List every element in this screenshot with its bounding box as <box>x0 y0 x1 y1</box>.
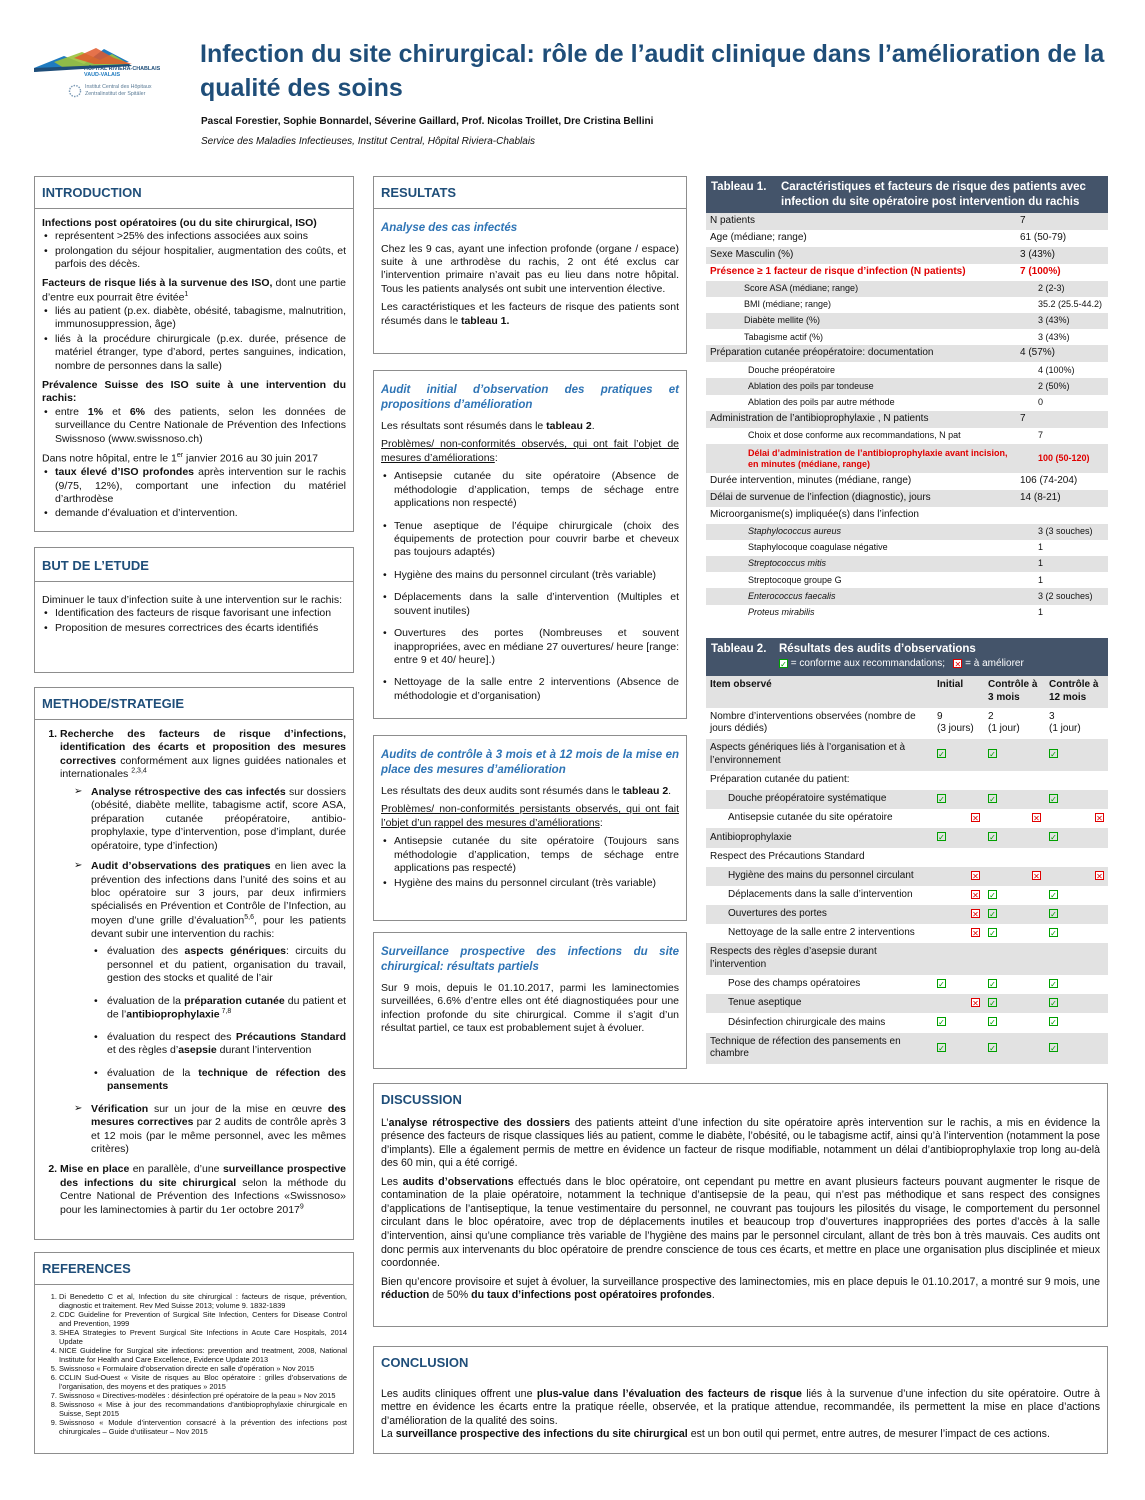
t2-cell-i <box>933 943 984 975</box>
intro-s2-item: • liés à la procédure chirurgicale (p.ex. durée, présence de matériel étranger, type d’abord, pertes sanguines, indication, nombre de personnes dans la salle) <box>42 333 346 373</box>
intro-s2-item: • liés au patient (p.ex. diabète, obésité, tabagisme, malnutrition, immunosuppression, âge) <box>42 305 346 332</box>
tableau-1-row <box>706 572 1108 588</box>
audit-initial-item: • Tenue aseptique de l’équipe chirurgicale (choix des équipements de protection pour couvrir barbe et cheveux pas toujours adaptés) <box>381 520 679 560</box>
tableau-1-row <box>706 264 1108 281</box>
discussion-p2: Les audits d’observations effectués dans le bloc opératoire, ont cependant pu mettre en avant plusieurs facteurs pouvant augmenter le risque de contamination de la plaie opératoire, notamment la technique d’antisepsie de la peau, qui n’est pas méthodique et sans respect des consignes d’applications de l’antiseptique, la tenue vestimentaire du personnel, ne couvrant pas toujours les pilosités du visage, le comportement du personnel circulant dans le bloc opératoire, avec trop de déplacements inutiles et beaucoup trop d’ouvertures inappropriées des portes d’accès à la salle d’intervention, ainsi qu’une compliance très variable de l’hygiène des mains par le personnel circulant, allant de très bon à très mauvais. Ces audits ont donc permis aux intervenants du bloc opératoire de prendre conscience de tous ces écarts, et mettre en place une organisation plus disciplinée et mieux coordonnée. <box>381 1175 1100 1270</box>
t2-cell-c12 <box>1045 828 1108 847</box>
cross-icon: ✕ <box>972 814 979 824</box>
tableau-1-row <box>706 524 1108 540</box>
references-list <box>35 1285 353 1444</box>
audit-initial-item: • Nettoyage de la salle entre 2 interventions (Absence de méthodologie et d’organisation) <box>381 676 679 703</box>
audit-initial-p1: Les résultats sont résumés dans le tableau 2. <box>381 419 595 432</box>
audit-controle-list <box>381 835 679 890</box>
surveillance-heading: Surveillance prospective des infections du site chirurgical: résultats partiels <box>381 946 679 973</box>
t2-cell-c3 <box>984 905 1045 924</box>
t2-row-key: Préparation cutanée du patient: <box>710 773 850 785</box>
check-icon: ✓ <box>938 1018 945 1028</box>
tableau-2 <box>706 638 1108 1064</box>
t1-row-value: 7 <box>1016 213 1108 230</box>
intro-s3-title: Prévalence Suisse des ISO suite à une intervention du rachis: <box>42 378 346 405</box>
t2-cell-c12 <box>1045 848 1108 867</box>
check-icon: ✓ <box>1050 750 1057 760</box>
t2-cell-c3 <box>984 848 1045 867</box>
t2-cell-c3 <box>984 924 1045 943</box>
t1-row-value: 1 <box>1038 542 1044 553</box>
t2-cell-c3 <box>984 739 1045 771</box>
t1-row-key: BMI (médiane; range) <box>744 299 832 310</box>
t2-cell-c12 <box>1045 975 1108 994</box>
t1-row-value: 3 (3 souches) <box>1016 524 1108 540</box>
t1-row-key: Microorganisme(s) impliquée(s) dans l’infection <box>710 508 919 520</box>
t2-cell-i <box>933 886 984 905</box>
t2-cell-c12 <box>1045 886 1108 905</box>
but-panel <box>34 547 354 673</box>
check-icon: ✓ <box>938 833 945 843</box>
tableau-1-row <box>706 247 1108 264</box>
audit-initial-panel <box>373 370 687 719</box>
tableau-1-header <box>706 176 1108 213</box>
tableau-1-row <box>706 556 1108 572</box>
reference-item: 1. Di Benedetto C et al, Infection du site chirurgical : facteurs de risque, prévention, diagnostic et traitement. Rev Med Suisse 2013; volume 9. 1832-1839 <box>59 1292 347 1310</box>
t2-cell-i <box>933 790 984 809</box>
t1-row-key: Choix et dose conforme aux recommandations, N pat <box>748 429 961 440</box>
discussion-heading: DISCUSSION <box>381 1092 462 1107</box>
t1-row-value: 7 <box>1038 429 1044 440</box>
t2-row-key: Déplacements dans la salle d’intervention <box>728 889 913 901</box>
t2-cell-c3 <box>984 867 1045 886</box>
audit-initial-item: • Antisepsie cutanée du site opératoire (Absence de méthodologie d’application, temps de séchage entre applications non respecté) <box>381 470 679 510</box>
intro-s4-item: • taux élevé d’ISO profondes après intervention sur le rachis (9/75, 12%), comportant une infection du matériel d’arthrodèse <box>42 466 346 506</box>
t1-row-value: 7 <box>1016 411 1108 428</box>
t2-cell-i <box>933 739 984 771</box>
methode-audit-item: • évaluation de la préparation cutanée du patient et de l’antibioprophylaxie $^{7,8}$ <box>91 995 346 1022</box>
t1-row-key: Staphylococcus aureus <box>706 524 1016 540</box>
t1-row-value: 2 (50%) <box>1016 378 1108 394</box>
cross-icon: ✕ <box>1096 814 1103 824</box>
reference-item: 8. Swissnoso « Mise à jour des recommandations d’antibioprophylaxie chirurgicale en Suisse, Sept 2015 <box>59 1400 347 1418</box>
t2-cell-c12 <box>1045 943 1108 975</box>
tableau-1-row <box>706 230 1108 247</box>
discussion-panel <box>373 1083 1108 1327</box>
tableau-2-row <box>706 943 1108 975</box>
t1-row-key: Délai de survenue de l’infection (diagnostic), jours <box>706 490 1016 507</box>
t2-row-key: Aspects génériques liés à l’organisation et à l’environnement <box>706 739 933 771</box>
t2-cell-i <box>933 828 984 847</box>
t1-row-key: Tabagisme actif (%) <box>744 331 824 342</box>
tableau-2-row <box>706 867 1108 886</box>
t2-cell-i <box>933 1013 984 1032</box>
but-text: Diminuer le taux d’infection suite à une intervention sur le rachis: <box>42 593 342 606</box>
t1-row-key: Ablation des poils par autre méthode <box>748 396 895 407</box>
tableau-2-row <box>706 924 1108 943</box>
references-heading: REFERENCES <box>35 1253 353 1285</box>
tableau-1-row <box>706 395 1108 411</box>
t2-cell-c3 <box>984 790 1045 809</box>
tableau-1 <box>706 176 1108 621</box>
t1-row-value: 3 (43%) <box>1016 247 1108 264</box>
check-icon: ✓ <box>989 910 996 920</box>
audit-controle-heading: Audits de contrôle à 3 mois et à 12 mois de la mise en place des mesures d’amélioration <box>381 749 679 776</box>
audit-initial-heading: Audit initial d’observation des pratiques et propositions d’amélioration <box>381 384 679 411</box>
tableau-2-column-headers <box>706 676 1108 708</box>
resultats-p2: Les caractéristiques et les facteurs de risque des patients sont résumés dans le tableau 1. <box>381 301 679 327</box>
t2-row-key: Nettoyage de la salle entre 2 interventions <box>728 927 915 939</box>
cross-icon: ✕ <box>972 871 979 881</box>
t1-row-value: 14 (8-21) <box>1016 490 1108 507</box>
t2-cell-c12 <box>1045 924 1108 943</box>
methode-panel <box>34 687 354 1240</box>
poster-title: Infection du site chirurgical: rôle de l’audit clinique dans l’amélioration de la qualité des soins <box>200 40 1105 102</box>
tableau-2-row <box>706 828 1108 847</box>
t2-row-key: Respects des règles d’asepsie durant l’intervention <box>706 943 933 975</box>
t2-row-key: Douche préopératoire systématique <box>706 790 933 809</box>
t2-row-key: Technique de réfection des pansements en chambre <box>706 1033 933 1065</box>
audit-initial-item: • Hygiène des mains du personnel circulant (très variable) <box>381 569 679 582</box>
tableau-2-legend: ✓ = conforme aux recommandations; ✕ = à améliorer <box>780 658 1024 669</box>
check-icon: ✓ <box>989 890 996 900</box>
t2-cell-c3 <box>984 886 1045 905</box>
t2-cell-c12 <box>1045 905 1108 924</box>
t1-row-value: 1 <box>1038 574 1044 585</box>
cross-icon: ✕ <box>1096 871 1103 881</box>
tableau-2-row <box>706 905 1108 924</box>
t2-row-c12: 3 (1 jour) <box>1049 710 1081 735</box>
resultats-sub-analyse: Analyse des cas infectés <box>381 221 518 234</box>
t2-cell-i <box>933 771 984 790</box>
t2-cell-c3 <box>984 809 1045 828</box>
check-icon: ✓ <box>989 833 996 843</box>
check-icon: ✓ <box>1050 1018 1057 1028</box>
t1-row-key: Ablation des poils par tondeuse <box>706 378 1016 394</box>
cross-icon: ✕ <box>972 910 979 920</box>
t2-row-key: Antisepsie cutanée du site opératoire <box>728 812 893 824</box>
tableau-1-row <box>706 428 1108 444</box>
methode-step-2: 2. Mise en place en parallèle, d’une surveillance prospective des infections du site chirurgical selon la méthode du Centre National de Prévention des Infections «Swissnoso» pour les laminectomies à partir du 1er octobre 2017$^9$ <box>60 1163 346 1217</box>
t1-row-value: 7 (100%) <box>1020 265 1061 277</box>
tableau-1-row <box>706 313 1108 329</box>
t1-row-value: 4 (100%) <box>1038 364 1075 375</box>
t1-row-value: 3 (43%) <box>1016 313 1108 329</box>
t2-row-key: Respect des Précautions Standard <box>710 850 865 862</box>
tableau-2-row <box>706 790 1108 809</box>
institut-logo <box>68 84 178 104</box>
t2-row-key: Antibioprophylaxie <box>706 828 933 847</box>
references-panel <box>34 1252 354 1454</box>
intro-s1-item: • représentent >25% des infections associées aux soins <box>42 230 346 243</box>
tableau-1-title: Caractéristiques et facteurs de risque des patients avec infection du site opératoire post intervention du rachis <box>781 181 1086 208</box>
t1-row-value: 4 (57%) <box>1016 345 1108 362</box>
t2-row-init: 9 (3 jours) <box>937 710 974 735</box>
tableau-1-row <box>706 588 1108 604</box>
t1-row-key: Staphylocoque coagulase négative <box>748 542 888 553</box>
intro-s3-item: • entre 1% et 6% des patients, selon les données de surveillance du Centre Nationale de Prévention des Infections Swissnoso (www.swissnoso.ch) <box>42 406 346 446</box>
institut-logo-text-2: Zentralinstitut der Spitäler <box>85 91 146 97</box>
t2-cell-i <box>933 809 984 828</box>
t2-cell-c3 <box>984 1013 1045 1032</box>
check-icon: ✓ <box>938 1043 945 1053</box>
resultats-panel <box>373 176 687 354</box>
t1-row-value: 35.2 (25.5-44.2) <box>1038 299 1103 310</box>
audit-initial-p2: Problèmes/ non-conformités observés, qui ont fait l’objet de mesures d’améliorations: <box>381 438 679 464</box>
check-icon: ✓ <box>1050 980 1057 990</box>
intro-s4-text: Dans notre hôpital, entre le 1er janvier 2016 au 30 juin 2017 <box>42 452 318 465</box>
t1-row-key: Enterococcus faecalis <box>706 588 1016 604</box>
col-c12: Contrôle à 12 mois <box>1045 676 1108 708</box>
methode-analyse: ➢ Analyse rétrospective des cas infectés sur dossiers (obésité, diabète mellite, tabagisme actif, score ASA, préparation cutanée préopératoire, antibio-prophylaxie, type d’intervention, pose d’implant, durée opératoire, type d’infection) <box>74 786 346 853</box>
check-icon: ✓ <box>780 659 787 669</box>
t1-row-value: 100 (50-120) <box>1016 444 1108 474</box>
t2-row-key: Désinfection chirurgicale des mains <box>728 1016 886 1028</box>
tableau-2-row <box>706 886 1108 905</box>
introduction-panel <box>34 176 354 532</box>
t1-row-key: Administration de l’antibioprophylaxie , N patients <box>706 411 1016 428</box>
check-icon: ✓ <box>989 1043 996 1053</box>
col-item: Item observé <box>706 676 933 708</box>
tableau-2-row <box>706 975 1108 994</box>
t1-row-key: Préparation cutanée préopératoire: documentation <box>706 345 1016 362</box>
t2-row-c3: 2 (1 jour) <box>988 710 1020 735</box>
audit-controle-p1: Les résultats des deux audits sont résumés dans le tableau 2. <box>381 784 672 797</box>
tableau-2-row <box>706 809 1108 828</box>
t1-row-value: 61 (50-79) <box>1020 232 1067 244</box>
intro-s1-item: • prolongation du séjour hospitalier, augmentation des coûts, et parfois des décès. <box>42 245 346 272</box>
introduction-heading: INTRODUCTION <box>35 177 353 209</box>
audit-initial-item: • Ouvertures des portes (Nombreuses et souvent inappropriées, avec en médiane 27 ouvertures/ heure [range: entre 9 et 40/ heure].) <box>381 627 679 667</box>
t2-cell-c12 <box>1045 771 1108 790</box>
t2-cell-c3 <box>984 1033 1045 1065</box>
cross-icon: ✕ <box>954 659 962 669</box>
tableau-2-row <box>706 848 1108 867</box>
t2-row-key: Nombre d’interventions observées (nombre de jours dédiés) <box>710 710 916 735</box>
check-icon: ✓ <box>1050 929 1057 939</box>
t2-cell-i <box>933 848 984 867</box>
methode-audit-item: • évaluation du respect des Précautions Standard et des règles d’asepsie durant l’intervention <box>91 1031 346 1058</box>
but-item: • Proposition de mesures correctrices des écarts identifiés <box>42 622 346 635</box>
check-icon: ✓ <box>989 1018 996 1028</box>
audit-controle-item: • Hygiène des mains du personnel circulant (très variable) <box>381 877 679 890</box>
t1-row-key: Durée intervention, minutes (médiane, range) <box>710 475 912 487</box>
reference-item: 3. SHEA Strategies to Prevent Surgical Site Infections in Acute Care Hospitals, 2014 Update <box>59 1328 347 1346</box>
tableau-2-title: Résultats des audits d’observations <box>779 643 976 655</box>
resultats-p1: Chez les 9 cas, ayant une infection profonde (organe / espace) suite à une arthrodèse du rachis, 2 ont été exclus car l’intervention primaire n’avait pas eu lieu dans notre hôpital. Tous les patients analysés ont subit une intervention élective. <box>381 242 679 295</box>
reference-item: 9. Swissnoso « Module d’intervention consacré à la prévention des infections post chirurgicales – Guide d’utilisateur – Nov 2015 <box>59 1418 347 1436</box>
tableau-1-row <box>706 281 1108 297</box>
reference-item: 5. Swissnoso « Formulaire d’observation directe en salle d’opération » Nov 2015 <box>59 1364 347 1373</box>
methode-audit: ➢ Audit d’observations des pratiques en lien avec la prévention des infections dans l’unité des soins et au bloc opératoire sur 3 jours, par deux infirmiers spécialisés en Prévention et Contrôle de l’Infection, au moyen d’une grille d’évaluation$^{5,6}$, pour les patients devant subir une intervention du rachis: • évaluation des aspects génériques: circuits du personnel et du patient, organisation du travail, gestion des stocks et qualité de l’air • évaluation de la préparation cutanée du patient et de l’antibioprophylaxie $^{7,8}$ • évaluation du respect des Précautions Standard et des règles d’asepsie durant l’intervention • évaluation de la technique de réfection des pansements <box>74 860 346 1094</box>
tableau-2-row <box>706 1013 1108 1032</box>
tableau-1-row <box>706 362 1108 378</box>
check-icon: ✓ <box>1050 795 1057 805</box>
but-heading: BUT DE L’ETUDE <box>35 548 353 582</box>
t1-row-key: Diabète mellite (%) <box>706 313 1016 329</box>
t2-cell-i <box>933 905 984 924</box>
tableau-1-row <box>706 378 1108 394</box>
reference-item: 4. NICE Guideline for Surgical site infections: prevention and treatment, 2008, National Institute for Health and Care Excellence, Evidence Update 2013 <box>59 1346 347 1364</box>
t2-row-key: Tenue aseptique <box>706 994 933 1013</box>
t1-row-value: 1 <box>1016 556 1108 572</box>
conclusion-panel <box>373 1346 1108 1454</box>
t2-cell-c3 <box>984 994 1045 1013</box>
t2-row-key: Hygiène des mains du personnel circulant <box>706 867 933 886</box>
discussion-p3: Bien qu’encore provisoire et sujet à évoluer, la surveillance prospective des laminectomies, mis en place depuis le 01.10.2017, a montré sur 9 mois, une réduction de 50% du taux d’infections post opératoires profondes. <box>381 1275 1100 1302</box>
t1-row-key: Age (médiane; range) <box>710 232 807 244</box>
tableau-2-row <box>706 994 1108 1013</box>
t1-row-value: 106 (74-204) <box>1020 475 1078 487</box>
check-icon: ✓ <box>1050 890 1057 900</box>
hospital-logo-subtext: VAUD-VALAIS <box>84 72 121 78</box>
t1-row-key: N patients <box>706 213 1016 230</box>
surveillance-panel <box>373 932 687 1069</box>
methode-audit-item: • évaluation de la technique de réfection des pansements <box>91 1067 346 1094</box>
institut-logo-text-1: Institut Central des Hôpitaux <box>85 84 152 90</box>
check-icon: ✓ <box>938 980 945 990</box>
t1-row-key: Streptococcus mitis <box>706 556 1016 572</box>
check-icon: ✓ <box>938 795 945 805</box>
t2-cell-c3 <box>984 975 1045 994</box>
tableau-1-row <box>706 540 1108 556</box>
audit-controle-item: • Antisepsie cutanée du site opératoire (Toujours sans méthodologie d’application, temps de séchage entre applications pas respecté) <box>381 835 679 875</box>
tableau-1-row <box>706 444 1108 474</box>
tableau-2-row <box>706 771 1108 790</box>
t2-cell-c12 <box>1045 994 1108 1013</box>
tableau-1-row <box>706 507 1108 524</box>
conclusion-heading: CONCLUSION <box>381 1355 469 1370</box>
conclusion-p2: La surveillance prospective des infections du site chirurgical est un bon outil qui permet, entre autres, de mesurer l’impact de ces actions. <box>381 1428 1050 1441</box>
conclusion-p1: Les audits cliniques offrent une plus-value dans l’évaluation des facteurs de risque liés à la survenue d’une infection du site opératoire. Outre à mettre en évidence les écarts entre la pratique réelle, observée, et la pratique attendue, recommandée, ils permettent la mise en place d’actions d’amélioration de la qualité des soins. <box>381 1387 1101 1427</box>
t2-cell-c12 <box>1045 739 1108 771</box>
t1-row-value: 2 (2-3) <box>1016 281 1108 297</box>
surveillance-text: Sur 9 mois, depuis le 01.10.2017, parmi les laminectomies surveillées, 6.6% d’entre elles ont été diagnostiquées pour une infection profonde du site chirurgical. Comme il s’agit d’un résultat partiel, ce taux est probablement sujet à évoluer. <box>381 981 679 1035</box>
t1-row-key: Proteus mirabilis <box>748 606 815 617</box>
cross-icon: ✕ <box>972 890 979 900</box>
tableau-2-header <box>706 638 1108 676</box>
intro-s1-title: Infections post opératoires (ou du site chirurgical, ISO) <box>42 216 317 229</box>
tableau-2-label: Tableau 2. <box>711 643 767 655</box>
reference-item: 7. Swissnoso « Directives-modèles : désinfection pré opératoire de la peau » Nov 2015 <box>59 1391 347 1400</box>
tableau-1-row <box>706 297 1108 313</box>
tableau-2-row <box>706 708 1108 740</box>
check-icon: ✓ <box>1050 1043 1057 1053</box>
cross-icon: ✕ <box>972 929 979 939</box>
methode-step-1: 1. Recherche des facteurs de risque d’infections, identification des écarts et proposition des mesures correctives conformément aux lignes guidées nationales et internationales $^{2,3,4}$ ➢ Analyse rétrospective des cas infectés sur dossiers (obésité, diabète mellite, tabagisme actif, score ASA, préparation cutanée préopératoire, antibio-prophylaxie, type d’intervention, pose d’implant, durée opératoire, type d’infection) ➢ Audit d’observations des pratiques en lien avec la prévention des infections dans l’unité des soins et au bloc opératoire sur 3 jours, par deux infirmiers spécialisés en Prévention et Contrôle de l’Infection, au moyen d’une grille d’évaluation$^{5,6}$, pour les patients devant subir une intervention du rachis: • évaluation des aspects génériques: circuits du personnel et du patient, organisation du travail, gestion des stocks et qualité de l’air • évaluation de la préparation cutanée du patient et de l’antibioprophylaxie $^{7,8}$ • évaluation du respect des Précautions Standard et des règles d’asepsie durant l’intervention • évaluation de la technique de réfection des pansements ➢ Vérification sur un jour de la mise en œuvre des mesures correctives par 2 audits de contrôle après 3 et 12 mois (par le même personnel, avec les mêmes critères) <box>60 728 346 1157</box>
t2-cell-i <box>933 975 984 994</box>
t2-row-key: Ouvertures des portes <box>706 905 933 924</box>
col-c3: Contrôle à 3 mois <box>984 676 1045 708</box>
check-icon: ✓ <box>989 999 996 1009</box>
affiliation: Service des Maladies Infectieuses, Institut Central, Hôpital Riviera-Chablais <box>201 136 536 147</box>
t2-cell-c12 <box>1045 809 1108 828</box>
check-icon: ✓ <box>938 750 945 760</box>
t1-row-value: 3 (2 souches) <box>1016 588 1108 604</box>
t2-cell-i <box>933 924 984 943</box>
t2-cell-c12 <box>1045 1033 1108 1065</box>
institut-logo-mark <box>68 84 82 98</box>
t2-cell-c12 <box>1045 1013 1108 1032</box>
check-icon: ✓ <box>989 929 996 939</box>
tableau-1-row <box>706 213 1108 230</box>
check-icon: ✓ <box>989 795 996 805</box>
audit-controle-p2: Problèmes/ non-conformités persistants observés, qui ont fait l’objet d’un rappel des mesures d’améliorations: <box>381 803 679 829</box>
t1-row-key: Streptocoque groupe G <box>748 574 842 585</box>
tableau-1-label: Tableau 1. <box>711 181 767 193</box>
intro-s2-text: Facteurs de risque liés à la survenue des ISO, dont une partie d’entre eux pourrait être évitée$^1$ <box>42 277 346 304</box>
t1-row-value <box>1016 507 1108 524</box>
t2-cell-i <box>933 867 984 886</box>
but-item: • Identification des facteurs de risque favorisant une infection <box>42 607 346 620</box>
check-icon: ✓ <box>989 750 996 760</box>
methode-heading: METHODE/STRATEGIE <box>35 688 353 720</box>
audit-initial-list <box>381 470 679 703</box>
methode-audit-item: • évaluation des aspects génériques: circuits du personnel et du patient, organisation du travail, gestion des stocks et qualité de l’air <box>91 945 346 985</box>
cross-icon: ✕ <box>1033 871 1040 881</box>
tableau-1-row <box>706 605 1108 621</box>
tableau-1-row <box>706 411 1108 428</box>
t2-cell-c12 <box>1045 790 1108 809</box>
tableau-2-row <box>706 739 1108 771</box>
t1-row-key: Score ASA (médiane; range) <box>706 281 1016 297</box>
t2-cell-c12 <box>1045 867 1108 886</box>
t1-row-key: Douche préopératoire <box>748 364 836 375</box>
tableau-1-row <box>706 490 1108 507</box>
t2-cell-c3 <box>984 828 1045 847</box>
check-icon: ✓ <box>1050 999 1057 1009</box>
authors: Pascal Forestier, Sophie Bonnardel, Séverine Gaillard, Prof. Nicolas Troillet, Dre Cristina Bellini <box>201 116 654 127</box>
t1-row-key: Présence ≥ 1 facteur de risque d’infection (N patients) <box>710 265 966 277</box>
check-icon: ✓ <box>989 980 996 990</box>
t1-row-key: Délai d’administration de l’antibioprophylaxie avant incision, en minutes (médiane, range) <box>706 444 1016 474</box>
discussion-p1: L’analyse rétrospective des dossiers des patients atteint d’une infection du site opératoire après intervention sur le rachis, a mis en évidence la présence des facteurs de risque classiques liés au patient, comme le diabète, l’obésité, ou le tabagisme actif, ainsi qu’à l’intervention (notamment la pose d’implants). Elle a également permis de mettre en évidence un facteur de risque modifiable, notamment un délai d’antibioprophylaxie trop long au-delà des 60 min, qui a été corrigé. <box>381 1116 1100 1170</box>
reference-item: 2. CDC Guideline for Prevention of Surgical Site Infection, Centers for Disease Control and Prevention, 1999 <box>59 1310 347 1328</box>
tableau-1-row <box>706 473 1108 490</box>
t2-cell-i <box>933 1033 984 1065</box>
reference-item: 6. CCLIN Sud-Ouest « Visite de risques au Bloc opératoire : grilles d’observations de l’organisation, des moyens et des pratiques » 2015 <box>59 1373 347 1391</box>
t2-row-key: Pose des champs opératoires <box>728 978 861 990</box>
intro-s4-item: • demande d’évaluation et d’intervention. <box>42 507 346 520</box>
audit-initial-item: • Déplacements dans la salle d’intervention (Multiples et souvent inutiles) <box>381 591 679 618</box>
col-initial: Initial <box>933 676 984 708</box>
t1-row-value: 1 <box>1038 606 1044 617</box>
t1-row-key: Sexe Masculin (%) <box>706 247 1016 264</box>
tableau-1-row <box>706 329 1108 345</box>
cross-icon: ✕ <box>972 999 979 1009</box>
check-icon: ✓ <box>1050 910 1057 920</box>
resultats-heading: RESULTATS <box>374 177 686 209</box>
t2-cell-i <box>933 994 984 1013</box>
t2-cell-c3 <box>984 771 1045 790</box>
methode-verification: ➢ Vérification sur un jour de la mise en œuvre des mesures correctives par 2 audits de contrôle après 3 et 12 mois (par le même personnel, avec les mêmes critères) <box>74 1103 346 1157</box>
check-icon: ✓ <box>1050 833 1057 843</box>
tableau-2-row <box>706 1033 1108 1065</box>
t1-row-value: 0 <box>1038 396 1044 407</box>
cross-icon: ✕ <box>1033 814 1040 824</box>
t2-cell-c3 <box>984 943 1045 975</box>
t1-row-value: 3 (43%) <box>1038 331 1070 342</box>
audit-controle-panel <box>373 735 687 921</box>
tableau-1-row <box>706 345 1108 362</box>
hospital-logo-text: HÔPITAL RIVIERA-CHABLAIS <box>84 66 161 72</box>
